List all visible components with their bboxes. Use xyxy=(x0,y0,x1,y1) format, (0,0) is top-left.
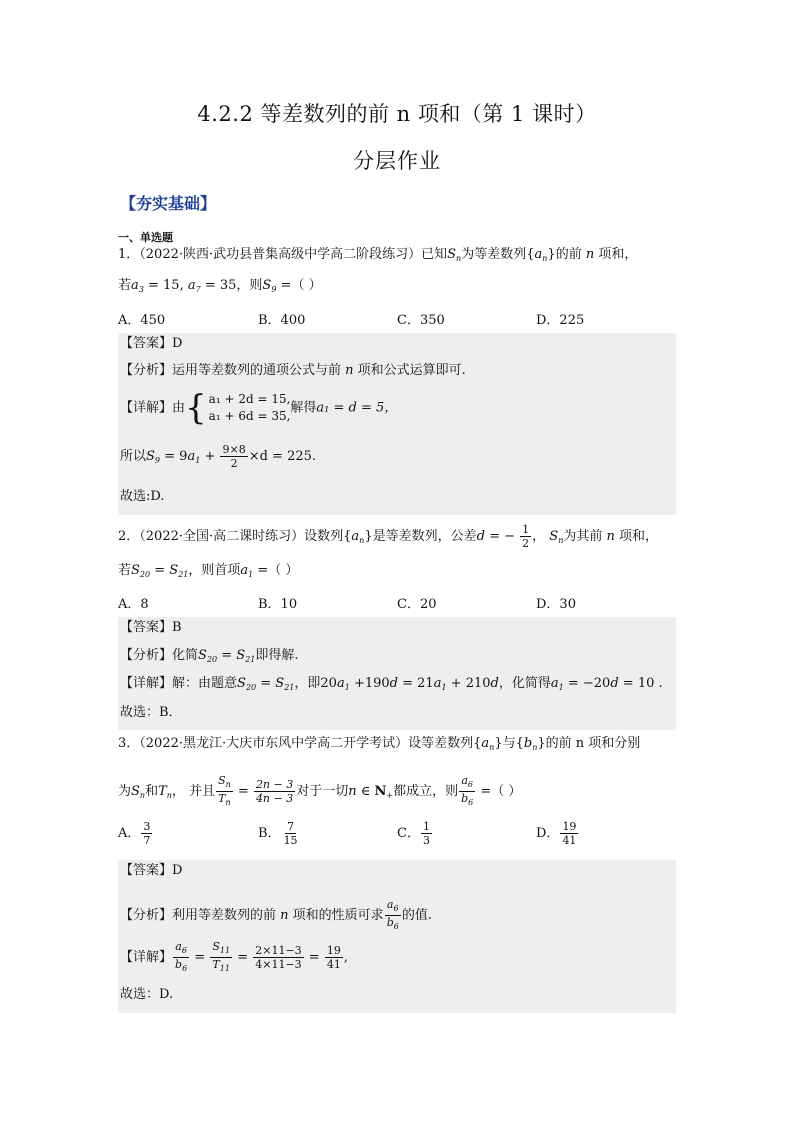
q3-answer: 【答案】D xyxy=(120,863,183,878)
q1-conclusion: 故选:D. xyxy=(120,489,165,504)
q3-option-d: D． $\frac{19}{41}$ xyxy=(536,820,577,847)
q1-analysis: 【分析】运用等差数列的通项公式与前 n 项和公式运算即可. xyxy=(120,363,466,378)
q3-solution-box xyxy=(118,860,676,1013)
q1-option-b: B．400 xyxy=(258,313,306,328)
q3-option-a: A． $\frac{3}{7}$ xyxy=(118,820,151,847)
q2-option-d: D．30 xyxy=(536,597,576,612)
q3-analysis: 【分析】利用等差数列的前 n 项和的性质可求 $\frac{a_6}{b_6}$ 的值. xyxy=(120,898,432,931)
q2-detail: 【详解】解：由题意$S_{20} = S_{21}$，即$20a_1 +190d = 21a_1 + 210d$，化简得$a_1 = -20d = 10$ . xyxy=(120,676,663,692)
q1-equation-system: { a₁ + 2d = 15, a₁ + 6d = 35, xyxy=(185,388,291,428)
q1-option-c: C．350 xyxy=(397,313,445,328)
q2-stem: 2．（2022·全国·高二课时练习）设数列$\{a_n\}$是等差数列，公差d = − $\frac{1}{2}$ ， $S_n$为其前 n 项和， xyxy=(118,523,659,550)
q1-option-d: D．225 xyxy=(536,313,585,328)
q2-option-c: C．20 xyxy=(397,597,437,612)
q1-condition: 若$a_3 = 15$, $a_7 = 35$，则$S_9$ =（ ） xyxy=(118,278,322,294)
q2-conclusion: 故选：B． xyxy=(120,705,182,720)
q2-analysis: 【分析】化简$S_{20} = S_{21}$即得解. xyxy=(120,648,299,664)
q1-option-a: A．450 xyxy=(118,313,166,328)
q1-stem: 1．（2022·陕西·武功县普集高级中学高二阶段练习）已知$S_n$为等差数列$\{a_n\}$的前 n 项和， xyxy=(118,247,638,263)
q3-detail: 【详解】 $\frac{a_6}{b_6}$ = $\frac{S_{11}}{T_{11}}$ = $\frac{2\times 11-3}{4\times 11-3}$ = $\frac{19}{41}$ , xyxy=(120,940,348,973)
q3-option-c: C． $\frac{1}{3}$ xyxy=(397,820,430,847)
q2-option-b: B．10 xyxy=(258,597,298,612)
q1-sum-formula: 所以$S_9 = 9a_1$ + $\frac{9\times 8}{2}$ ×d = 225. xyxy=(120,443,317,470)
page-subtitle: 分层作业 xyxy=(353,149,441,173)
q3-option-b: B． $\frac{7}{15}$ xyxy=(258,820,298,847)
page-title: 4.2.2 等差数列的前 n 项和（第 1 课时） xyxy=(197,102,597,126)
question-type-heading: 一、单选题 xyxy=(118,231,173,244)
q1-detail: 【详解】由 { a₁ + 2d = 15, a₁ + 6d = 35, 解得a₁ = d = 5， xyxy=(120,388,398,428)
q2-answer: 【答案】B xyxy=(120,620,182,635)
q2-solution-box xyxy=(118,617,676,730)
q3-conclusion: 故选：D. xyxy=(120,987,174,1002)
q1-answer: 【答案】D xyxy=(120,336,183,351)
section-heading: 【夯实基础】 xyxy=(120,194,217,213)
q3-condition: 为$S_n$和$T_n$， 并且 $\frac{S_n}{T_n}$ = $\frac{2n - 3}{4n - 3}$ 对于一切n ∈ $N_+$都成立，则 $\frac{a_6}{b_6}$ =（ ） xyxy=(118,774,522,807)
q2-condition: 若$S_{20} = S_{21}$，则首项$a_1$ =（ ） xyxy=(118,563,299,579)
q2-option-a: A．8 xyxy=(118,597,149,612)
q3-stem: 3．（2022·黑龙江·大庆市东风中学高二开学考试）设等差数列$\{a_n\}$与$\{b_n\}$的前 n 项和分别 xyxy=(118,736,641,752)
q1-solution-box xyxy=(118,333,676,515)
